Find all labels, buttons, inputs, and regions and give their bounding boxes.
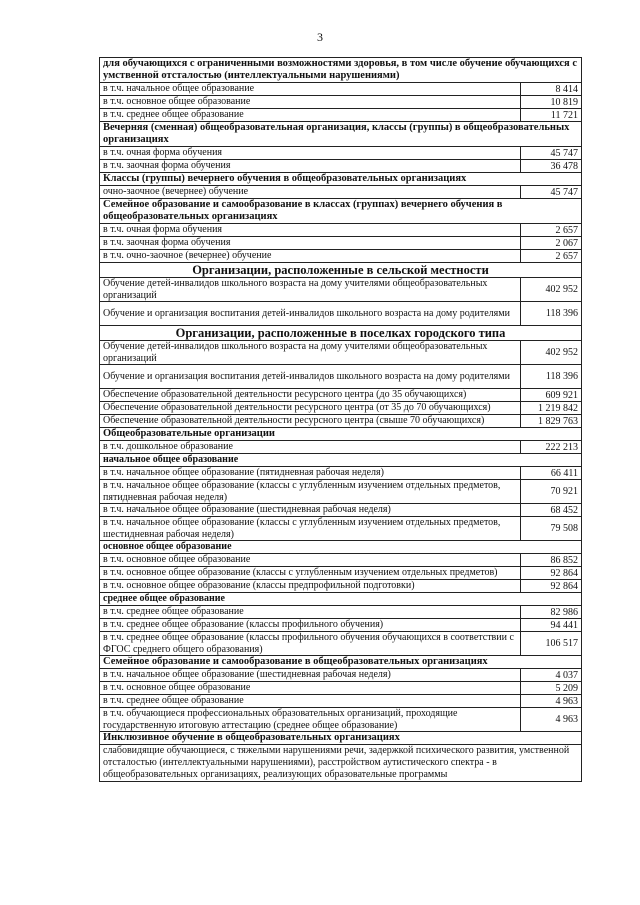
table-row xyxy=(100,632,582,656)
row-value: 4 037 xyxy=(520,669,581,682)
row-label: Обучение и организация воспитания детей-инвалидов школьного возраста на дому родителями xyxy=(100,365,521,389)
table-row xyxy=(100,619,582,632)
row-label: Обучение и организация воспитания детей-инвалидов школьного возраста на дому родителями xyxy=(100,302,521,326)
group-heading-row xyxy=(100,122,582,147)
table-row xyxy=(100,237,582,250)
row-label: в т.ч. среднее общее образование xyxy=(100,109,521,122)
table-row xyxy=(100,480,582,504)
row-value: 94 441 xyxy=(520,619,581,632)
text-row xyxy=(100,745,582,782)
tariff-table-body xyxy=(100,58,582,782)
table-row xyxy=(100,517,582,541)
group-heading-row xyxy=(100,173,582,186)
row-label: в т.ч. основное общее образование xyxy=(100,554,521,567)
table-row xyxy=(100,441,582,454)
table-row xyxy=(100,504,582,517)
section-heading-row xyxy=(100,263,582,278)
table-row xyxy=(100,96,582,109)
row-label: в т.ч. начальное общее образование (классы с углубленным изучением отдельных предметов, шестидневная рабочая неделя) xyxy=(100,517,521,541)
row-value: 11 721 xyxy=(520,109,581,122)
row-value: 2 657 xyxy=(520,224,581,237)
table-row xyxy=(100,160,582,173)
group-heading-row xyxy=(100,58,582,83)
group-heading: Семейное образование и самообразование в общеобразовательных организациях xyxy=(100,656,582,669)
row-value: 45 747 xyxy=(520,186,581,199)
group-heading: Вечерняя (сменная) общеобразовательная организация, классы (группы) в общеобразовательных организациях xyxy=(100,122,582,147)
table-row xyxy=(100,109,582,122)
table-row xyxy=(100,606,582,619)
table-row xyxy=(100,83,582,96)
row-value: 92 864 xyxy=(520,567,581,580)
row-value: 2 067 xyxy=(520,237,581,250)
group-heading: Классы (группы) вечернего обучения в общеобразовательных организациях xyxy=(100,173,582,186)
row-value: 609 921 xyxy=(520,389,581,402)
row-label: в т.ч. обучающиеся профессиональных образовательных организаций, проходящие государственную итоговую аттестацию (среднее общее образование) xyxy=(100,708,521,732)
row-value: 92 864 xyxy=(520,580,581,593)
group-heading: основное общее образование xyxy=(100,541,582,554)
row-value: 79 508 xyxy=(520,517,581,541)
row-label: в т.ч. среднее общее образование (классы профильного обучения) xyxy=(100,619,521,632)
group-heading-row xyxy=(100,454,582,467)
row-label: в т.ч. среднее общее образование xyxy=(100,695,521,708)
table-row xyxy=(100,554,582,567)
row-label: в т.ч. дошкольное образование xyxy=(100,441,521,454)
row-label: в т.ч. основное общее образование (классы предпрофильной подготовки) xyxy=(100,580,521,593)
table-row xyxy=(100,708,582,732)
table-row xyxy=(100,250,582,263)
row-value: 402 952 xyxy=(520,278,581,302)
row-label: в т.ч. основное общее образование xyxy=(100,96,521,109)
row-label: в т.ч. начальное общее образование (классы с углубленным изучением отдельных предметов, пятидневная рабочая неделя) xyxy=(100,480,521,504)
group-heading-row xyxy=(100,732,582,745)
row-value: 4 963 xyxy=(520,708,581,732)
row-label: очно-заочное (вечернее) обучение xyxy=(100,186,521,199)
row-label: в т.ч. среднее общее образование (классы профильного обучения обучающихся в соответствии с ФГОС среднего общего образования) xyxy=(100,632,521,656)
row-value: 106 517 xyxy=(520,632,581,656)
row-value: 402 952 xyxy=(520,341,581,365)
row-value: 2 657 xyxy=(520,250,581,263)
table-row xyxy=(100,147,582,160)
row-label: в т.ч. основное общее образование (классы с углубленным изучением отдельных предметов) xyxy=(100,567,521,580)
table-row xyxy=(100,341,582,365)
row-label: в т.ч. заочная форма обучения xyxy=(100,237,521,250)
page-number: 3 xyxy=(317,30,323,44)
row-label: в т.ч. очная форма обучения xyxy=(100,147,521,160)
row-value: 118 396 xyxy=(520,302,581,326)
row-label: в т.ч. начальное общее образование (шестидневная рабочая неделя) xyxy=(100,504,521,517)
table-row xyxy=(100,224,582,237)
row-label: в т.ч. заочная форма обучения xyxy=(100,160,521,173)
row-value: 8 414 xyxy=(520,83,581,96)
row-value: 222 213 xyxy=(520,441,581,454)
row-label: в т.ч. начальное общее образование (пятидневная рабочая неделя) xyxy=(100,467,521,480)
row-value: 4 963 xyxy=(520,695,581,708)
group-heading-row xyxy=(100,428,582,441)
table-row xyxy=(100,567,582,580)
row-value: 82 986 xyxy=(520,606,581,619)
group-heading-row xyxy=(100,656,582,669)
group-heading: Семейное образование и самообразование в классах (группах) вечернего обучения в общеобразовательных организациях xyxy=(100,199,582,224)
note-text: слабовидящие обучающиеся, с тяжелыми нарушениями речи, задержкой психического развития, умственной отсталостью (интеллектуальными нарушениями), расстройством аутистического спектра - в общеобразовательных организациях, реализующих образовательные программы xyxy=(100,745,582,782)
row-value: 118 396 xyxy=(520,365,581,389)
row-value: 36 478 xyxy=(520,160,581,173)
group-heading: для обучающихся с ограниченными возможностями здоровья, в том числе обучение обучающихся с умственной отсталостью (интеллектуальными нарушениями) xyxy=(100,58,582,83)
table-row xyxy=(100,402,582,415)
row-value: 1 829 763 xyxy=(520,415,581,428)
row-value: 5 209 xyxy=(520,682,581,695)
group-heading: среднее общее образование xyxy=(100,593,582,606)
row-label: в т.ч. очная форма обучения xyxy=(100,224,521,237)
group-heading: Общеобразовательные организации xyxy=(100,428,582,441)
row-label: Обучение детей-инвалидов школьного возраста на дому учителями общеобразовательных организаций xyxy=(100,278,521,302)
group-heading-row xyxy=(100,541,582,554)
row-label: в т.ч. начальное общее образование (шестидневная рабочая неделя) xyxy=(100,669,521,682)
table-row xyxy=(100,580,582,593)
table-row xyxy=(100,682,582,695)
group-heading: Инклюзивное обучение в общеобразовательных организациях xyxy=(100,732,582,745)
table-row xyxy=(100,186,582,199)
group-heading-row xyxy=(100,593,582,606)
row-value: 70 921 xyxy=(520,480,581,504)
row-label: Обеспечение образовательной деятельности ресурсного центра (свыше 70 обучающихся) xyxy=(100,415,521,428)
section-heading: Организации, расположенные в сельской местности xyxy=(100,263,582,278)
table-row xyxy=(100,467,582,480)
table-row xyxy=(100,669,582,682)
row-label: Обеспечение образовательной деятельности ресурсного центра (до 35 обучающихся) xyxy=(100,389,521,402)
row-label: в т.ч. начальное общее образование xyxy=(100,83,521,96)
row-value: 68 452 xyxy=(520,504,581,517)
row-label: Обеспечение образовательной деятельности ресурсного центра (от 35 до 70 обучающихся) xyxy=(100,402,521,415)
row-label: Обучение детей-инвалидов школьного возраста на дому учителями общеобразовательных организаций xyxy=(100,341,521,365)
row-label: в т.ч. среднее общее образование xyxy=(100,606,521,619)
table-row xyxy=(100,302,582,326)
row-label: в т.ч. основное общее образование xyxy=(100,682,521,695)
table-row xyxy=(100,695,582,708)
row-value: 45 747 xyxy=(520,147,581,160)
tariff-table xyxy=(99,57,582,782)
row-value: 66 411 xyxy=(520,467,581,480)
row-value: 10 819 xyxy=(520,96,581,109)
section-heading: Организации, расположенные в поселках городского типа xyxy=(100,326,582,341)
group-heading: начальное общее образование xyxy=(100,454,582,467)
table-row xyxy=(100,415,582,428)
section-heading-row xyxy=(100,326,582,341)
group-heading-row xyxy=(100,199,582,224)
table-row xyxy=(100,389,582,402)
row-label: в т.ч. очно-заочное (вечернее) обучение xyxy=(100,250,521,263)
row-value: 1 219 842 xyxy=(520,402,581,415)
table-row xyxy=(100,365,582,389)
row-value: 86 852 xyxy=(520,554,581,567)
table-row xyxy=(100,278,582,302)
